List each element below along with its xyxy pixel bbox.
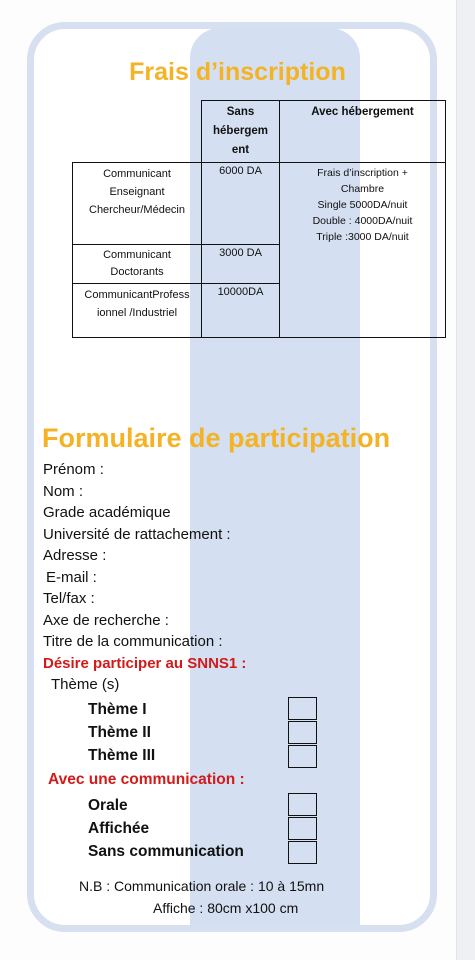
comm-type-label: Affichée xyxy=(88,820,150,837)
note-line-1: N.B : Communication orale : 10 à 15mn xyxy=(79,878,325,894)
lodging-line: Triple :3000 DA/nuit xyxy=(316,231,409,243)
theme-2-checkbox[interactable] xyxy=(288,721,317,744)
theme-3-checkbox[interactable] xyxy=(288,745,317,768)
field-label: Nom : xyxy=(43,482,84,500)
comm-type-label: Orale xyxy=(88,797,128,814)
themes-list xyxy=(88,698,155,767)
field-label: Tel/fax : xyxy=(43,590,95,607)
field-label: Université de rattachement : xyxy=(43,525,231,543)
lodging-cell xyxy=(280,163,446,338)
row-category: CommunicantProfess ionnel /Industriel xyxy=(73,284,202,338)
theme-label: Thème II xyxy=(88,724,151,741)
field-label: Prénom : xyxy=(43,461,104,478)
table-corner xyxy=(73,101,202,163)
row-price: 6000 DA xyxy=(202,163,280,245)
row-price: 3000 DA xyxy=(202,245,280,284)
lodging-line: Frais d’inscription + xyxy=(317,167,408,179)
field-label: E-mail : xyxy=(46,568,97,586)
form-fields xyxy=(43,459,246,696)
oral-checkbox[interactable] xyxy=(288,793,317,816)
comm-type-label: Sans communication xyxy=(88,843,244,860)
poster-checkbox[interactable] xyxy=(288,817,317,840)
fees-title: Frais d’inscription xyxy=(129,58,346,86)
theme-label: Thème III xyxy=(88,747,156,764)
col-header-with: Avec hébergement xyxy=(280,101,446,163)
lodging-line: Double : 4000DA/nuit xyxy=(312,215,413,227)
row-category: Communicant Enseignant Chercheur/Médecin xyxy=(73,163,202,245)
lodging-line: Chambre xyxy=(340,183,385,195)
col-header-without: Sans hébergem ent xyxy=(202,101,280,163)
comm-heading: Avec une communication : xyxy=(48,771,245,788)
row-price: 10000DA xyxy=(202,284,280,338)
fees-table xyxy=(72,100,446,338)
theme-label: Thème I xyxy=(88,701,147,718)
field-label: Axe de recherche : xyxy=(43,611,169,629)
field-label: Adresse : xyxy=(43,547,107,564)
lodging-line: Single 5000DA/nuit xyxy=(317,199,408,211)
form-title: Formulaire de participation xyxy=(42,423,391,453)
note-line-2: Affiche : 80cm x100 cm xyxy=(153,900,299,916)
field-label: Titre de la communication : xyxy=(43,633,223,650)
no-comm-checkbox[interactable] xyxy=(288,841,317,864)
comm-types-list xyxy=(88,794,244,863)
field-label: Grade académique xyxy=(43,504,171,521)
themes-label: Thème (s) xyxy=(51,676,120,693)
participate-heading: Désire participer au SNNS1 : xyxy=(43,654,247,672)
scroll-edge xyxy=(456,0,475,960)
row-category: Communicant Doctorants xyxy=(73,245,202,284)
theme-1-checkbox[interactable] xyxy=(288,697,317,720)
